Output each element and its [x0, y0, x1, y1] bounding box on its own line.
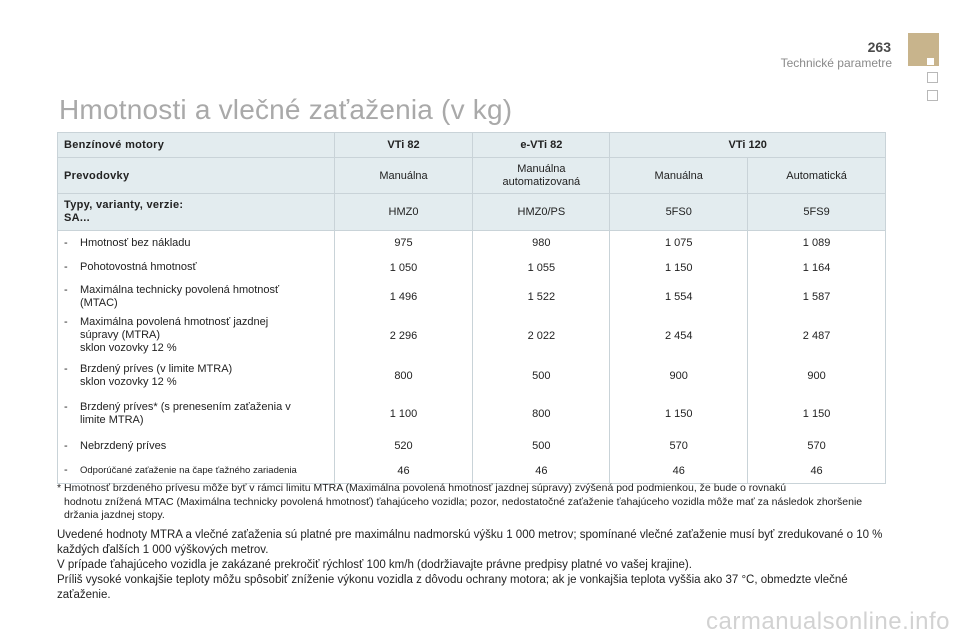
section-tab: [908, 33, 939, 66]
row-dash: -: [64, 236, 68, 249]
row-value: 520: [334, 434, 473, 459]
row-dash: -: [64, 439, 68, 452]
section-label: Technické parametre: [780, 56, 892, 70]
watermark: carmanualsonline.info: [706, 608, 950, 635]
row-dash: -: [64, 464, 68, 477]
gearbox-3: Manuálna: [610, 158, 748, 194]
row-value: 1 150: [610, 394, 748, 434]
engine-vti120: VTi 120: [610, 133, 886, 158]
nav-square-1: [927, 72, 938, 83]
gearbox-2-text: Manuálna automatizovaná: [502, 162, 581, 188]
table-row: [58, 394, 886, 434]
footnote: [57, 482, 897, 523]
footnote-line: * Hmotnosť brzdeného prívesu môže byť v rámci limitu MTRA (Maximálna povolená hmotnosť jazdnej súpravy) zvýšená pod podmienkou, že bude o rovnakú: [57, 482, 787, 494]
row-dash: -: [64, 400, 68, 413]
row-value: 1 089: [748, 231, 886, 256]
gearbox-header-row: [58, 158, 886, 194]
row-label: Nebrzdený príves: [80, 439, 167, 452]
footnote-continuation: hodnotu znížená MTAC (Maximálna technicky povolená hmotnosť) ťahajúceho vozidla; pozor, nedostatočné zaťaženie ťahajúceho vozidla môže mať za následok zhoršenie držania jazdnej stopy.: [64, 495, 863, 521]
table-row: [58, 256, 886, 280]
row-value: 1 050: [334, 256, 473, 280]
row-value: 2 022: [473, 314, 610, 358]
engine-evti82: e-VTi 82: [473, 133, 610, 158]
types-label: [58, 194, 335, 231]
nav-square-2: [927, 90, 938, 101]
page-title: Hmotnosti a vlečné zaťaženia (v kg): [59, 94, 513, 125]
row-value: 900: [610, 358, 748, 394]
table-row: [58, 434, 886, 459]
row-value: 2 454: [610, 314, 748, 358]
table-row: [58, 358, 886, 394]
row-value: 1 150: [610, 256, 748, 280]
row-value: 1 554: [610, 280, 748, 314]
row-label-extra: sklon vozovky 12 %: [80, 375, 177, 388]
row-value: 900: [748, 358, 886, 394]
row-value: 1 055: [473, 256, 610, 280]
table-row: [58, 231, 886, 256]
gearbox-4: Automatická: [748, 158, 886, 194]
row-value: 570: [748, 434, 886, 459]
row-value: 1 164: [748, 256, 886, 280]
row-value: 1 496: [334, 280, 473, 314]
gearbox-2: [473, 158, 610, 194]
row-label: Maximálna technicky povolená hmotnosť (MTAC): [80, 283, 280, 309]
row-value: 1 522: [473, 280, 610, 314]
row-value: 46: [748, 459, 886, 484]
gearbox-label: Prevodovky: [58, 158, 335, 194]
type-2: HMZ0/PS: [473, 194, 610, 231]
type-3: 5FS0: [610, 194, 748, 231]
types-label-line2: SA...: [64, 212, 90, 224]
row-label: Maximálna povolená hmotnosť jazdnej súpravy (MTRA): [80, 316, 269, 341]
types-label-line1: Typy, varianty, verzie:: [64, 199, 184, 211]
row-value: 570: [610, 434, 748, 459]
row-value: 1 100: [334, 394, 473, 434]
row-label-extra: sklon vozovky 12 %: [80, 342, 177, 354]
gearbox-1: Manuálna: [334, 158, 473, 194]
row-label: Brzdený príves (v limite MTRA): [80, 362, 233, 375]
notes: [57, 528, 897, 603]
row-value: 46: [610, 459, 748, 484]
row-dash: -: [64, 283, 68, 296]
row-label: Odporúčané zaťaženie na čape ťažného zariadenia: [80, 465, 297, 477]
note-paragraph: Príliš vysoké vonkajšie teploty môžu spôsobiť zníženie výkonu vozidla z dôvodu ochrany motora; ak je vonkajšia teplota vyššia ako 37 °C, obmedzte vlečné zaťaženie.: [57, 574, 848, 601]
note-paragraph: Uvedené hodnoty MTRA a vlečné zaťaženia sú platné pre maximálnu nadmorskú výšku 1 000 metrov; spomínané vlečné zaťaženie musí byť zredukované o 10 % každých ďalších 1 000 výškových metrov.: [57, 529, 883, 556]
row-value: 800: [334, 358, 473, 394]
row-value: 980: [473, 231, 610, 256]
row-value: 1 150: [748, 394, 886, 434]
row-label: Pohotovostná hmotnosť: [80, 261, 197, 273]
row-label: Brzdený príves* (s prenesením zaťaženia v limite MTRA): [80, 400, 291, 426]
row-dash: -: [64, 362, 68, 375]
row-value: 975: [334, 231, 473, 256]
row-value: 800: [473, 394, 610, 434]
row-value: 500: [473, 358, 610, 394]
row-value: 2 487: [748, 314, 886, 358]
engines-header-row: [58, 133, 886, 158]
table-row: [58, 459, 886, 484]
row-value: 2 296: [334, 314, 473, 358]
section-tab-marker: [927, 58, 934, 65]
weights-table: [57, 132, 886, 484]
engine-vti82: VTi 82: [334, 133, 473, 158]
row-value: 1 075: [610, 231, 748, 256]
page-number: 263: [867, 39, 891, 55]
row-value: 46: [334, 459, 473, 484]
table-row: [58, 280, 886, 314]
row-label: Hmotnosť bez nákladu: [80, 236, 191, 249]
table-row: [58, 314, 886, 358]
note-paragraph: V prípade ťahajúceho vozidla je zakázané prekročiť rýchlosť 100 km/h (dodržiavajte právne predpisy platné vo vašej krajine).: [57, 559, 692, 571]
row-value: 1 587: [748, 280, 886, 314]
type-4: 5FS9: [748, 194, 886, 231]
row-dash: -: [64, 316, 68, 328]
type-1: HMZ0: [334, 194, 473, 231]
row-value: 46: [473, 459, 610, 484]
types-header-row: [58, 194, 886, 231]
row-value: 500: [473, 434, 610, 459]
row-dash: -: [64, 261, 68, 273]
engines-label: Benzínové motory: [58, 133, 335, 158]
